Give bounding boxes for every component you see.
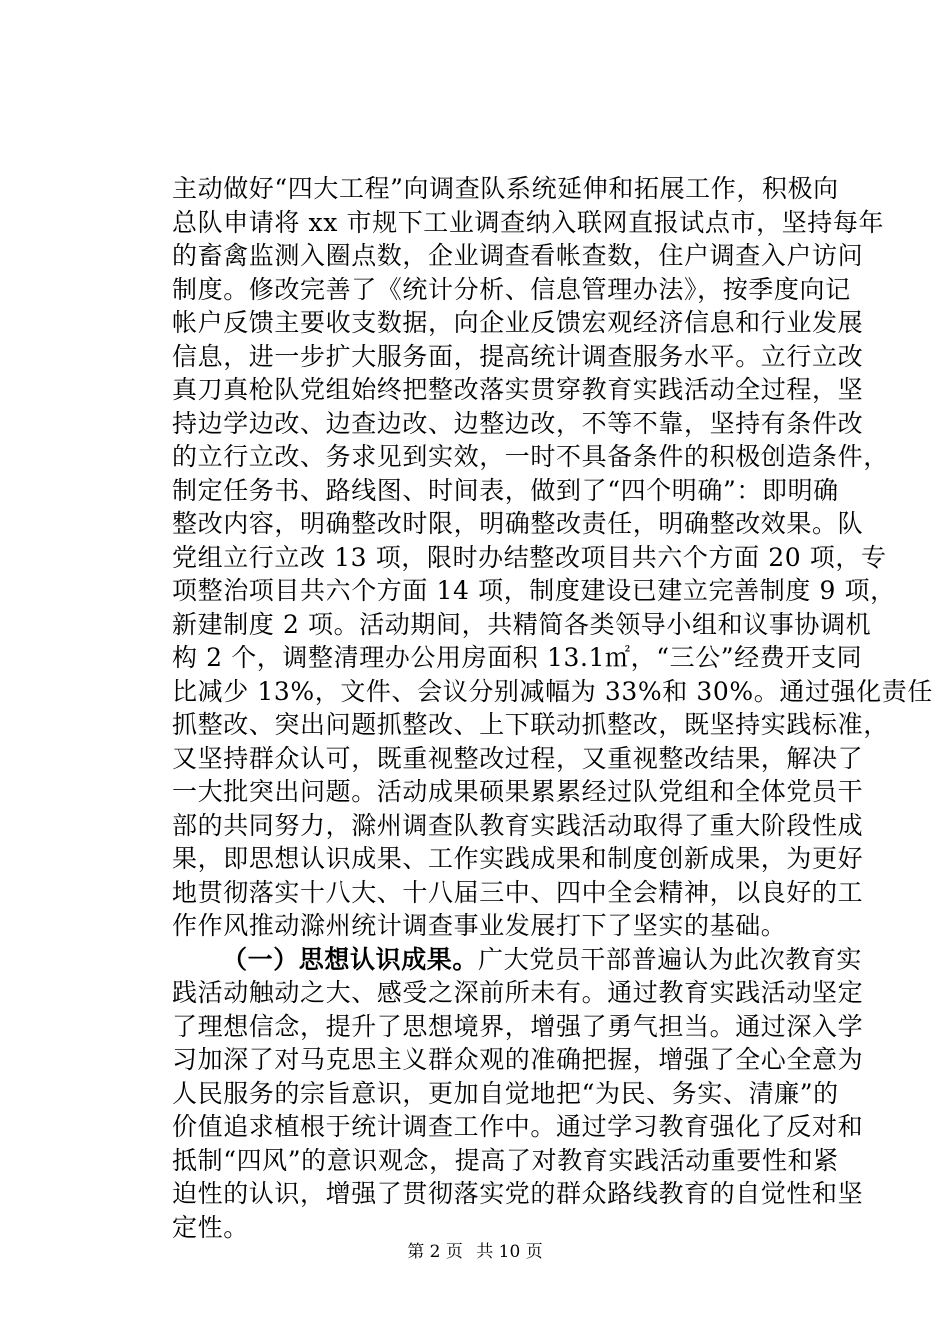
text-line: 构 2 个，调整清理办公用房面积 13.1㎡，“三公”经费开支同 [172,643,863,672]
text-line: 制度。修改完善了《统计分析、信息管理办法》，按季度向记 [172,274,851,304]
text-line: 信息，进一步扩大服务面，提高统计调查服务水平。立行立改 [172,341,864,371]
text-line: 价值追求植根于统计调查工作中。通过学习教育强化了反对和 [172,1112,864,1141]
text-line: 真刀真枪队党组始终把整改落实贯穿教育实践活动全过程，坚 [172,375,864,404]
text-line: 持边学边改、边查边改、边整边改，不等不靠，坚持有条件改 [172,408,864,438]
text-line: 作作风推动滁州统计调查事业发展打下了坚实的基础。 [172,911,787,940]
total-pages: 共 10 页 [476,1242,543,1262]
text-line: 的立行立改、务求见到实效，一时不具备条件的积极创造条件， [172,442,889,471]
paragraph-2-first-line [172,943,863,977]
text-line: 新建制度 2 项。活动期间，共精简各类领导小组和议事协调机 [172,609,872,639]
text-line: 主动做好“四大工程”向调查队系统延伸和拓展工作，积极向 [172,174,839,203]
section-heading: （一）思想认识成果。 [222,944,479,974]
page-footer [0,1240,950,1264]
paragraph-1 [172,172,933,943]
text-line: 抓整改、突出问题抓整改、上下联动抓整改，既坚持实践标准， [172,710,889,739]
text-line: 了理想信念，提升了思想境界，增强了勇气担当。通过深入学 [172,1011,864,1041]
text-line: 地贯彻落实十八大、十八届三中、四中全会精神，以良好的工 [172,877,864,907]
text-fragment: 广大党员干部普遍认为此次教育实 [478,944,863,974]
text-line: 践活动触动之大、感受之深前所未有。通过教育实践活动坚定 [172,978,864,1007]
text-line: 果，即思想认识成果、工作实践成果和制度创新成果，为更好 [172,844,864,873]
text-line: 人民服务的宗旨意识，更加自觉地把“为民、务实、清廉”的 [172,1078,839,1108]
document-body [172,172,933,1244]
page-number: 第 2 页 [407,1242,463,1262]
text-line: 部的共同努力，滁州调查队教育实践活动取得了重大阶段性成 [172,810,864,840]
text-line: 一大批突出问题。活动成果硕果累累经过队党组和全体党员干 [172,777,864,806]
text-line: 定性。 [172,1212,249,1242]
text-line: 项整治项目共六个方面 14 项，制度建设已建立完善制度 9 项， [172,576,896,605]
text-line: 总队申请将 xx 市规下工业调查纳入联网直报试点市，坚持每年 [172,207,885,237]
text-line: 党组立行立改 13 项，限时办结整改项目共六个方面 20 项，专 [172,542,887,572]
paragraph-2 [172,943,864,1245]
text-line: 比减少 13%，文件、会议分别减幅为 33%和 30%。通过强化责任 [172,676,933,706]
text-line: 制定任务书、路线图、时间表，做到了“四个明确”：即明确 [172,475,839,505]
text-line: 迫性的认识，增强了贯彻落实党的群众路线教育的自觉性和坚 [172,1179,864,1208]
text-line: 抵制“四风”的意识观念，提高了对教育实践活动重要性和紧 [172,1145,839,1175]
text-line: 习加深了对马克思主义群众观的准确把握，增强了全心全意为 [172,1045,864,1074]
text-line: 帐户反馈主要收支数据，向企业反馈宏观经济信息和行业发展 [172,308,864,337]
text-line: 的畜禽监测入圈点数，企业调查看帐查数，住户调查入户访问 [172,241,864,270]
text-line: 又坚持群众认可，既重视整改过程，又重视整改结果，解决了 [172,743,864,773]
text-line: 整改内容，明确整改时限，明确整改责任，明确整改效果。队 [172,509,864,538]
